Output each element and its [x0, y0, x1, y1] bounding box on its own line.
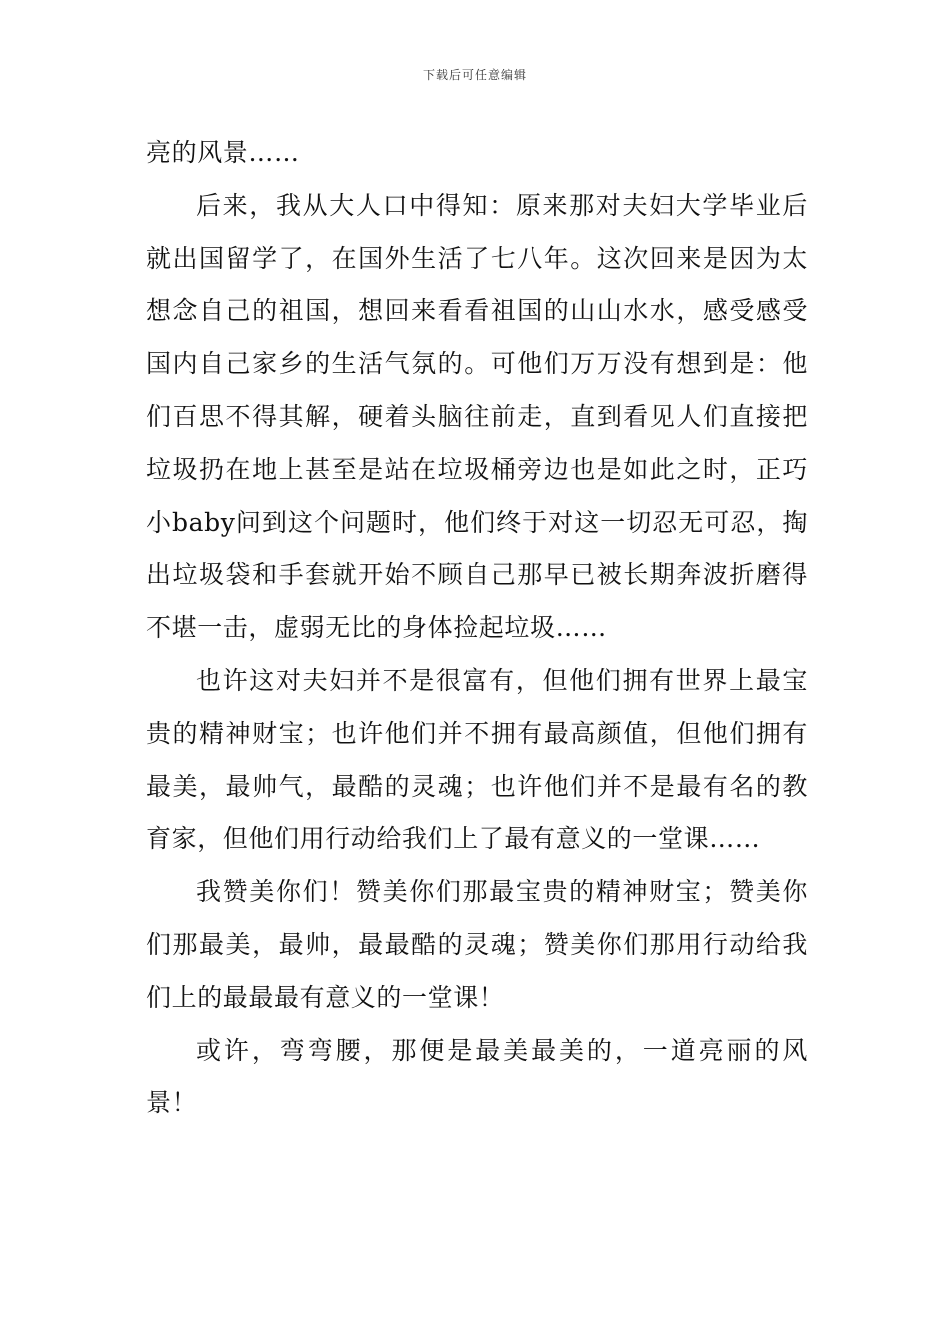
paragraph-1: 亮的风景…… — [146, 138, 300, 167]
page-header: 下载后可任意编辑 — [422, 68, 527, 82]
document-body — [146, 127, 808, 1130]
paragraph-5: 或许，弯弯腰，那便是最美最美的，一道亮丽的风景！ — [146, 1035, 808, 1118]
paragraph-4: 我赞美你们！赞美你们那最宝贵的精神财宝；赞美你们那最美，最帅，最最酷的灵魂；赞美你们那用行动给我们上的最最最有意义的一堂课！ — [146, 877, 808, 1012]
paragraph-2: 后来，我从大人口中得知：原来那对夫妇大学毕业后就出国留学了，在国外生活了七八年。这次回来是因为太想念自己的祖国，想回来看看祖国的山山水水，感受感受国内自己家乡的生活气氛的。可他们万万没有想到是：他们百思不得其解，硬着头脑往前走，直到看见人们直接把垃圾扔在地上甚至是站在垃圾桶旁边也是如此之时，正巧小baby问到这个问题时，他们终于对这一切忍无可忍，掏出垃圾袋和手套就开始不顾自己那早已被长期奔波折磨得不堪一击，虚弱无比的身体捡起垃圾…… — [146, 190, 808, 643]
paragraph-3: 也许这对夫妇并不是很富有，但他们拥有世界上最宝贵的精神财宝；也许他们并不拥有最高颜值，但他们拥有最美，最帅气，最酷的灵魂；也许他们并不是最有名的教育家，但他们用行动给我们上了最有意义的一堂课…… — [146, 665, 808, 854]
